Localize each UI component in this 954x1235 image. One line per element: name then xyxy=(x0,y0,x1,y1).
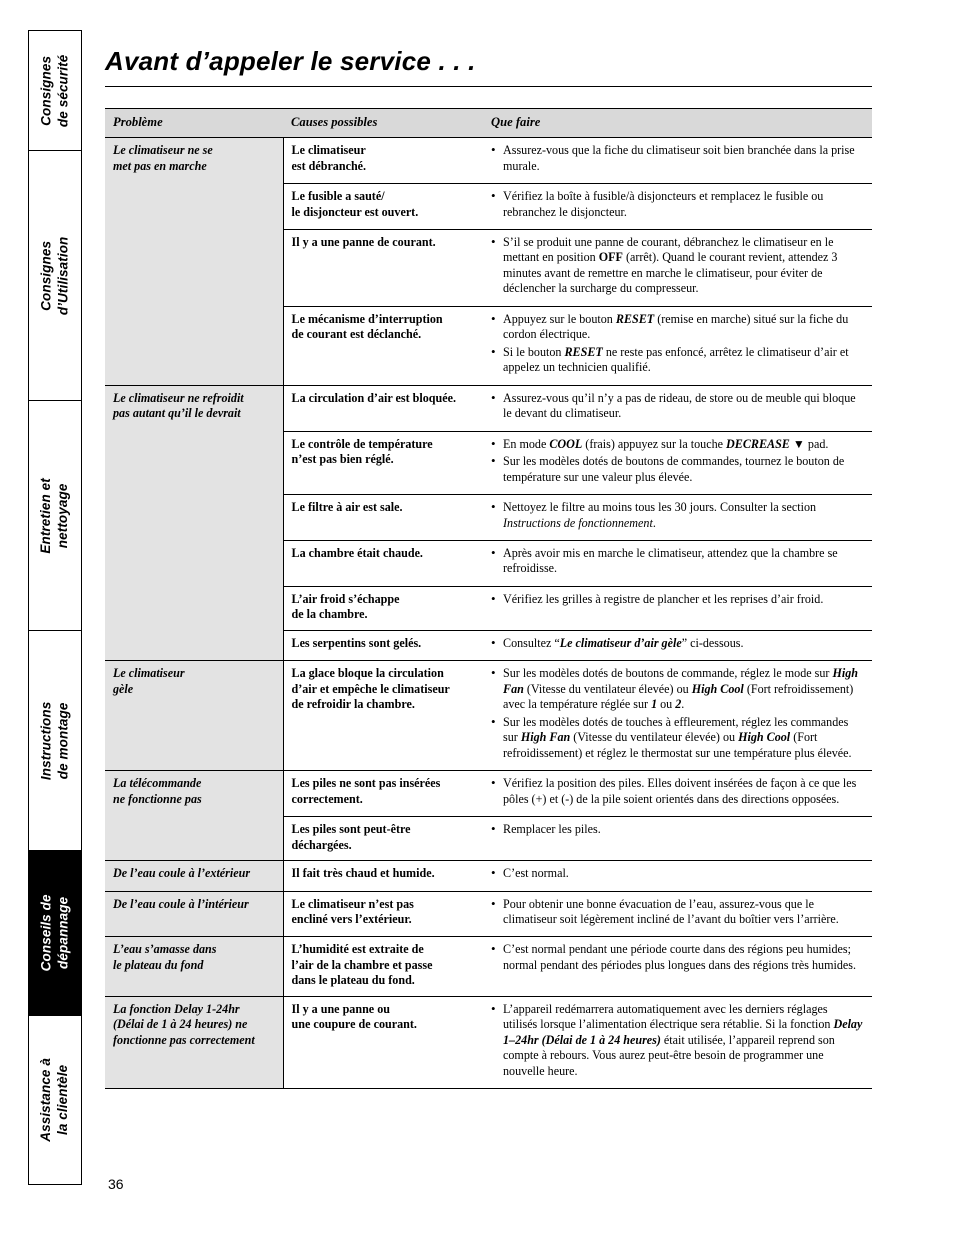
side-tab-5[interactable] xyxy=(29,851,81,1016)
action-cell xyxy=(483,771,872,817)
problem-cell: De l’eau coule à l’intérieur xyxy=(105,891,283,937)
action-cell xyxy=(483,996,872,1088)
problem-cell: De l’eau coule à l’extérieur xyxy=(105,861,283,891)
side-tab-3[interactable] xyxy=(29,401,81,631)
action-list xyxy=(491,666,864,761)
action-item: • Sur les modèles dotés de boutons de commande, réglez le mode sur High Fan (Vitesse du ventilateur élevée) ou High Cool (Fort refroidissement) avec la température réglée sur 1 ou 2. xyxy=(491,666,864,712)
action-item: • Consultez “Le climatiseur d’air gèle” ci-dessous. xyxy=(491,636,864,651)
cause-cell: La glace bloque la circulation d’air et empêche le climatiseur de refroidir la chambre. xyxy=(283,661,483,771)
title-rule xyxy=(105,86,872,87)
table-row xyxy=(105,138,872,184)
action-item: • Vérifiez les grilles à registre de plancher et les reprises d’air froid. xyxy=(491,592,864,607)
action-item: • Après avoir mis en marche le climatiseur, attendez que la chambre se refroidisse. xyxy=(491,546,864,577)
problem-cell: Le climatiseur ne se met pas en marche xyxy=(105,138,283,386)
cause-cell: Le contrôle de température n’est pas bien réglé. xyxy=(283,431,483,494)
cause-cell: La circulation d’air est bloquée. xyxy=(283,385,483,431)
side-tab-label: Consignes d’Utilisation xyxy=(38,236,70,315)
action-item: • Appuyez sur le bouton RESET (remise en marche) situé sur la fiche du cordon électrique. xyxy=(491,312,864,343)
side-tab-6[interactable] xyxy=(29,1016,81,1184)
action-cell xyxy=(483,861,872,891)
action-list xyxy=(491,235,864,297)
cause-cell: Le mécanisme d’interruption de courant est déclanché. xyxy=(283,306,483,385)
action-cell xyxy=(483,541,872,587)
action-list xyxy=(491,942,864,973)
cause-cell: Il fait très chaud et humide. xyxy=(283,861,483,891)
page-number: 36 xyxy=(108,1176,124,1192)
cause-cell: Le fusible a sauté/ le disjoncteur est ouvert. xyxy=(283,184,483,230)
action-cell xyxy=(483,937,872,996)
action-list xyxy=(491,897,864,928)
problem-cell: Le climatiseur gèle xyxy=(105,661,283,771)
cause-cell: L’air froid s’échappe de la chambre. xyxy=(283,586,483,630)
table-row xyxy=(105,861,872,891)
action-item: • Assurez-vous que la fiche du climatiseur soit bien branchée dans la prise murale. xyxy=(491,143,864,174)
column-header-quefaire: Que faire xyxy=(483,109,872,138)
action-list xyxy=(491,437,864,485)
side-tab-label: Instructions de montage xyxy=(38,701,70,780)
side-tab-strip xyxy=(28,30,82,1185)
cause-cell: Il y a une panne de courant. xyxy=(283,229,483,306)
action-list xyxy=(491,866,864,881)
action-list xyxy=(491,189,864,220)
action-list xyxy=(491,143,864,174)
action-item: • Pour obtenir une bonne évacuation de l’eau, assurez-vous que le climatiseur soit légèrement incliné de l’avant du boîtier vers l’arrière. xyxy=(491,897,864,928)
action-list xyxy=(491,776,864,807)
side-tab-1[interactable] xyxy=(29,31,81,151)
table-row xyxy=(105,937,872,996)
action-cell xyxy=(483,630,872,660)
problem-cell: La fonction Delay 1-24hr (Délai de 1 à 24 heures) ne fonctionne pas correctement xyxy=(105,996,283,1088)
action-item: • Remplacer les piles. xyxy=(491,822,864,837)
action-cell xyxy=(483,385,872,431)
table-row xyxy=(105,771,872,817)
action-list xyxy=(491,312,864,376)
action-item: • Sur les modèles dotés de boutons de commandes, tournez le bouton de température sur une valeur plus élevée. xyxy=(491,454,864,485)
side-tab-label: Consignes de sécurité xyxy=(38,54,71,127)
column-header-causes: Causes possibles xyxy=(283,109,483,138)
table-header-row xyxy=(105,109,872,138)
table-row xyxy=(105,661,872,771)
problem-cell: Le climatiseur ne refroidit pas autant qu’il le devrait xyxy=(105,385,283,661)
table-row xyxy=(105,996,872,1088)
action-cell xyxy=(483,586,872,630)
action-item: • S’il se produit une panne de courant, débranchez le climatiseur en le mettant en position OFF (arrêt). Quand le courant revient, attendez 3 minutes avant de remettre en marche le climatiseur, pour éviter de déclencher la surcharge du compresseur. xyxy=(491,235,864,297)
action-list xyxy=(491,636,864,651)
action-list xyxy=(491,822,864,837)
action-cell xyxy=(483,495,872,541)
troubleshooting-table xyxy=(105,108,872,1089)
action-cell xyxy=(483,184,872,230)
action-cell xyxy=(483,138,872,184)
action-cell xyxy=(483,306,872,385)
column-header-probleme: Problème xyxy=(105,109,283,138)
action-cell xyxy=(483,229,872,306)
cause-cell: Il y a une panne ou une coupure de courant. xyxy=(283,996,483,1088)
problem-cell: L’eau s’amasse dans le plateau du fond xyxy=(105,937,283,996)
table-row xyxy=(105,385,872,431)
action-cell xyxy=(483,817,872,861)
action-cell xyxy=(483,891,872,937)
action-list xyxy=(491,546,864,577)
action-item: • En mode COOL (frais) appuyez sur la touche DECREASE ▼ pad. xyxy=(491,437,864,452)
cause-cell: La chambre était chaude. xyxy=(283,541,483,587)
side-tab-4[interactable] xyxy=(29,631,81,851)
action-item: • C’est normal. xyxy=(491,866,864,881)
action-item: • L’appareil redémarrera automatiquement avec les derniers réglages utilisés lorsque l’alimentation électrique sera rétablie. Si la fonction Delay 1–24hr (Délai de 1 à 24 heures) était utilisée, l’appareil reprend son compte à rebours. Vous aurez peut-être besoin de programmer une nouvelle heure. xyxy=(491,1002,864,1079)
table-body xyxy=(105,138,872,1089)
action-list xyxy=(491,391,864,422)
cause-cell: Le filtre à air est sale. xyxy=(283,495,483,541)
side-tab-label: Entretien et nettoyage xyxy=(38,477,70,554)
cause-cell: Les serpentins sont gelés. xyxy=(283,630,483,660)
cause-cell: Le climatiseur n’est pas encliné vers l’extérieur. xyxy=(283,891,483,937)
action-cell xyxy=(483,661,872,771)
action-item: • C’est normal pendant une période courte dans des régions peu humides; normal pendant des périodes plus longues dans des régions très humides. xyxy=(491,942,864,973)
table-header xyxy=(105,109,872,138)
action-item: • Si le bouton RESET ne reste pas enfoncé, arrêtez le climatiseur d’air et appelez un technicien qualifié. xyxy=(491,345,864,376)
action-cell xyxy=(483,431,872,494)
table-row xyxy=(105,891,872,937)
cause-cell: Les piles ne sont pas insérées correctement. xyxy=(283,771,483,817)
action-item: • Assurez-vous qu’il n’y a pas de rideau, de store ou de meuble qui bloque le devant du climatiseur. xyxy=(491,391,864,422)
cause-cell: Le climatiseur est débranché. xyxy=(283,138,483,184)
cause-cell: L’humidité est extraite de l’air de la chambre et passe dans le plateau du fond. xyxy=(283,937,483,996)
problem-cell: La télécommande ne fonctionne pas xyxy=(105,771,283,861)
side-tab-2[interactable] xyxy=(29,151,81,401)
action-item: • Vérifiez la position des piles. Elles doivent insérées de façon à ce que les pôles (+) et (-) de la pile soient orientés dans des directions opposées. xyxy=(491,776,864,807)
side-tab-label: Conseils de dépannage xyxy=(38,894,70,972)
page-title: Avant d’appeler le service . . . xyxy=(105,46,476,76)
action-item: • Nettoyez le filtre au moins tous les 30 jours. Consulter la section Instructions de fonctionnement. xyxy=(491,500,864,531)
action-item: • Vérifiez la boîte à fusible/à disjoncteurs et remplacez le fusible ou rebranchez le disjoncteur. xyxy=(491,189,864,220)
side-tab-label: Assistance à la clientèle xyxy=(38,1058,70,1142)
cause-cell: Les piles sont peut-être déchargées. xyxy=(283,817,483,861)
action-list xyxy=(491,592,864,607)
action-item: • Sur les modèles dotés de touches à effleurement, réglez les commandes sur High Fan (Vitesse du ventilateur élevée) ou High Cool (Fort refroidissement) et réglez le thermostat sur une température plus élevée. xyxy=(491,715,864,761)
action-list xyxy=(491,1002,864,1079)
action-list xyxy=(491,500,864,531)
